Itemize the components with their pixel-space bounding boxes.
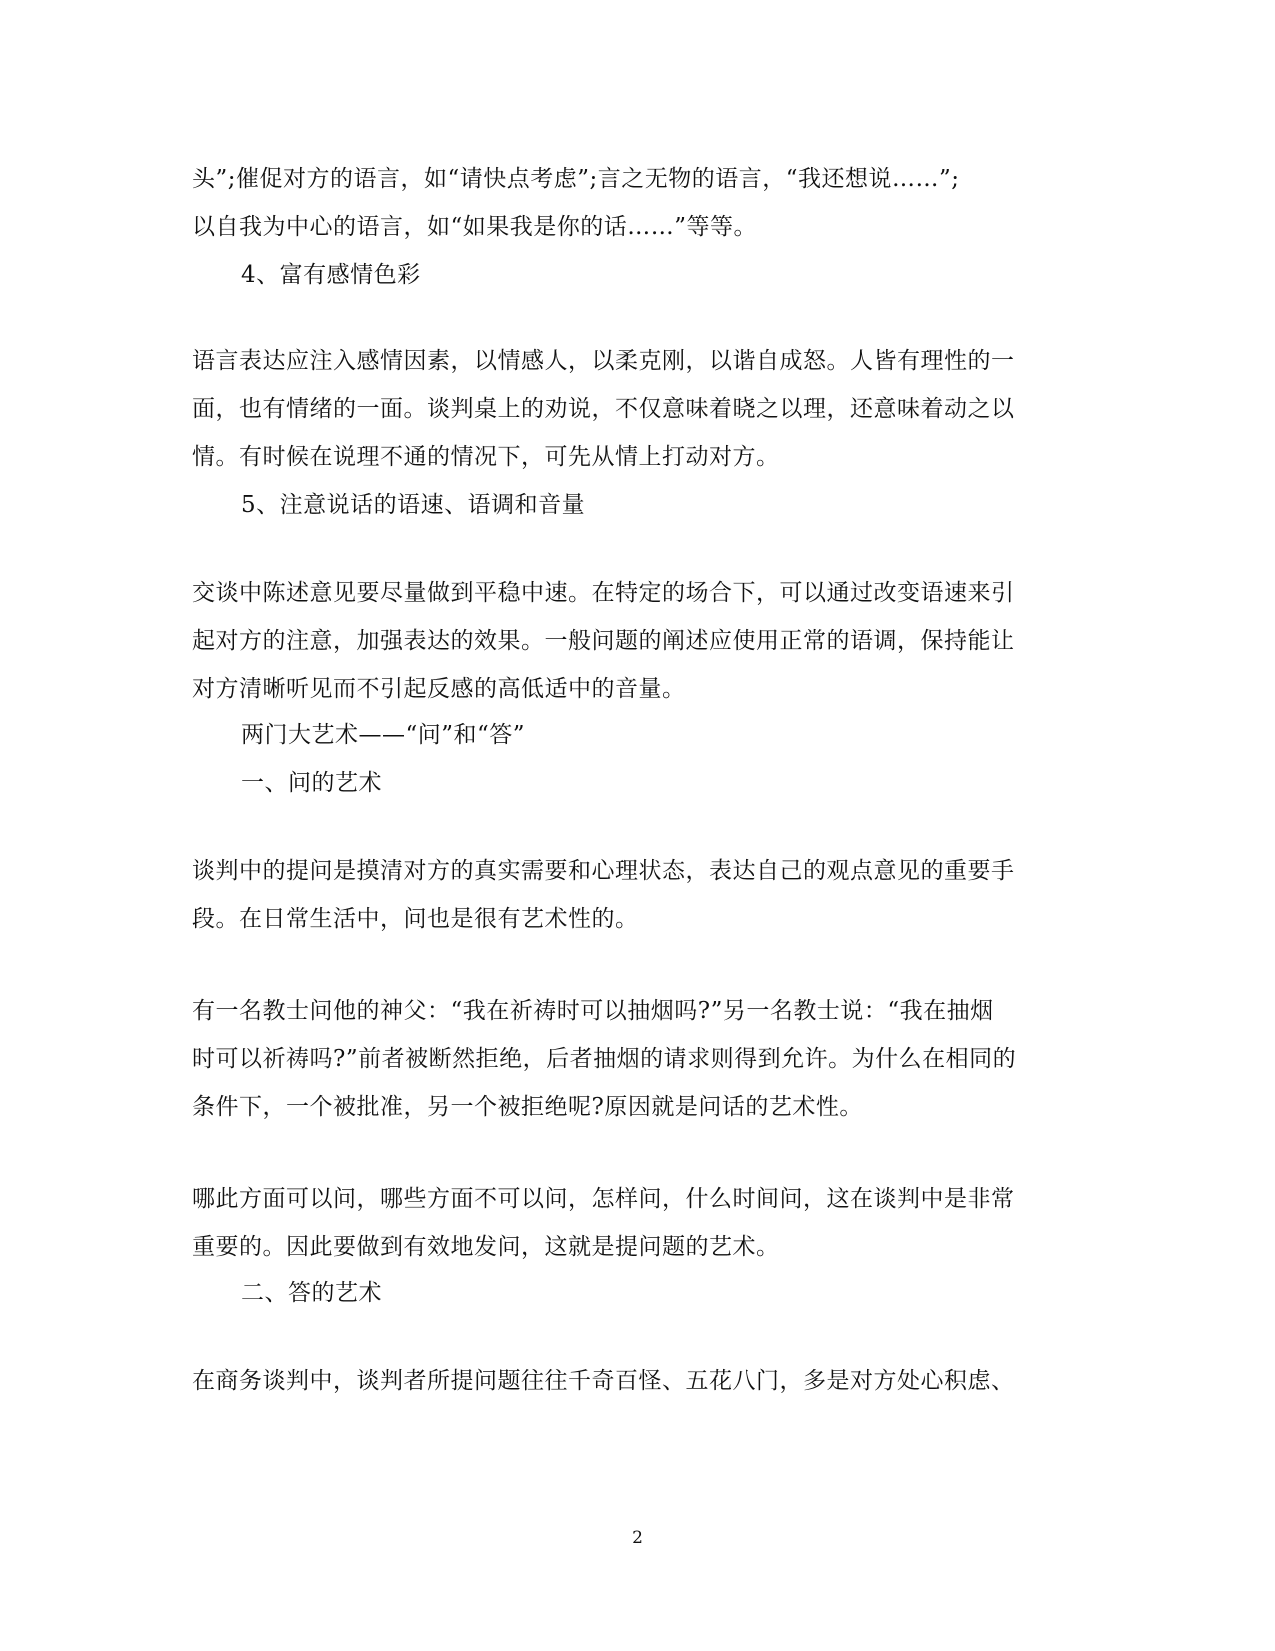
body-text-line: 哪此方面可以问，哪些方面不可以问，怎样问，什么时间问，这在谈判中是非常: [192, 1186, 1015, 1212]
body-text-line: 条件下，一个被批准，另一个被拒绝呢?原因就是问话的艺术性。: [192, 1094, 863, 1120]
section-heading: 一、问的艺术: [241, 770, 382, 796]
body-text-line: 在商务谈判中，谈判者所提问题往往千奇百怪、五花八门，多是对方处心积虑、: [192, 1368, 1015, 1394]
body-text-line: 重要的。因此要做到有效地发问，这就是提问题的艺术。: [192, 1234, 780, 1260]
body-text-line: 面，也有情绪的一面。谈判桌上的劝说，不仅意味着晓之以理，还意味着动之以: [192, 396, 1015, 422]
body-text-line: 情。有时候在说理不通的情况下，可先从情上打动对方。: [192, 444, 780, 470]
body-text-line: 起对方的注意，加强表达的效果。一般问题的阐述应使用正常的语调，保持能让: [192, 628, 1015, 654]
section-heading: 二、答的艺术: [241, 1280, 382, 1306]
body-text-line: 谈判中的提问是摸清对方的真实需要和心理状态，表达自己的观点意见的重要手: [192, 858, 1015, 884]
body-text-line: 段。在日常生活中，问也是很有艺术性的。: [192, 906, 639, 932]
body-text-line: 有一名教士问他的神父：“我在祈祷时可以抽烟吗?”另一名教士说：“我在抽烟: [192, 998, 994, 1024]
body-text-line: 时可以祈祷吗?”前者被断然拒绝，后者抽烟的请求则得到允许。为什么在相同的: [192, 1046, 1017, 1072]
section-heading: 两门大艺术——“问”和“答”: [241, 722, 526, 748]
body-text-line: 以自我为中心的语言，如“如果我是你的话……”等等。: [192, 214, 758, 240]
body-text-line: 交谈中陈述意见要尽量做到平稳中速。在特定的场合下，可以通过改变语速来引: [192, 580, 1015, 606]
section-heading: 5、注意说话的语速、语调和音量: [241, 492, 586, 518]
body-text-line: 语言表达应注入感情因素，以情感人，以柔克刚，以谐自成怒。人皆有理性的一: [192, 348, 1015, 374]
page-number: 2: [632, 1528, 643, 1548]
body-text-line: 头”;催促对方的语言，如“请快点考虑”;言之无物的语言，“我还想说……”;: [192, 166, 960, 192]
body-text-line: 对方清晰听见而不引起反感的高低适中的音量。: [192, 676, 686, 702]
section-heading: 4、富有感情色彩: [241, 262, 421, 288]
